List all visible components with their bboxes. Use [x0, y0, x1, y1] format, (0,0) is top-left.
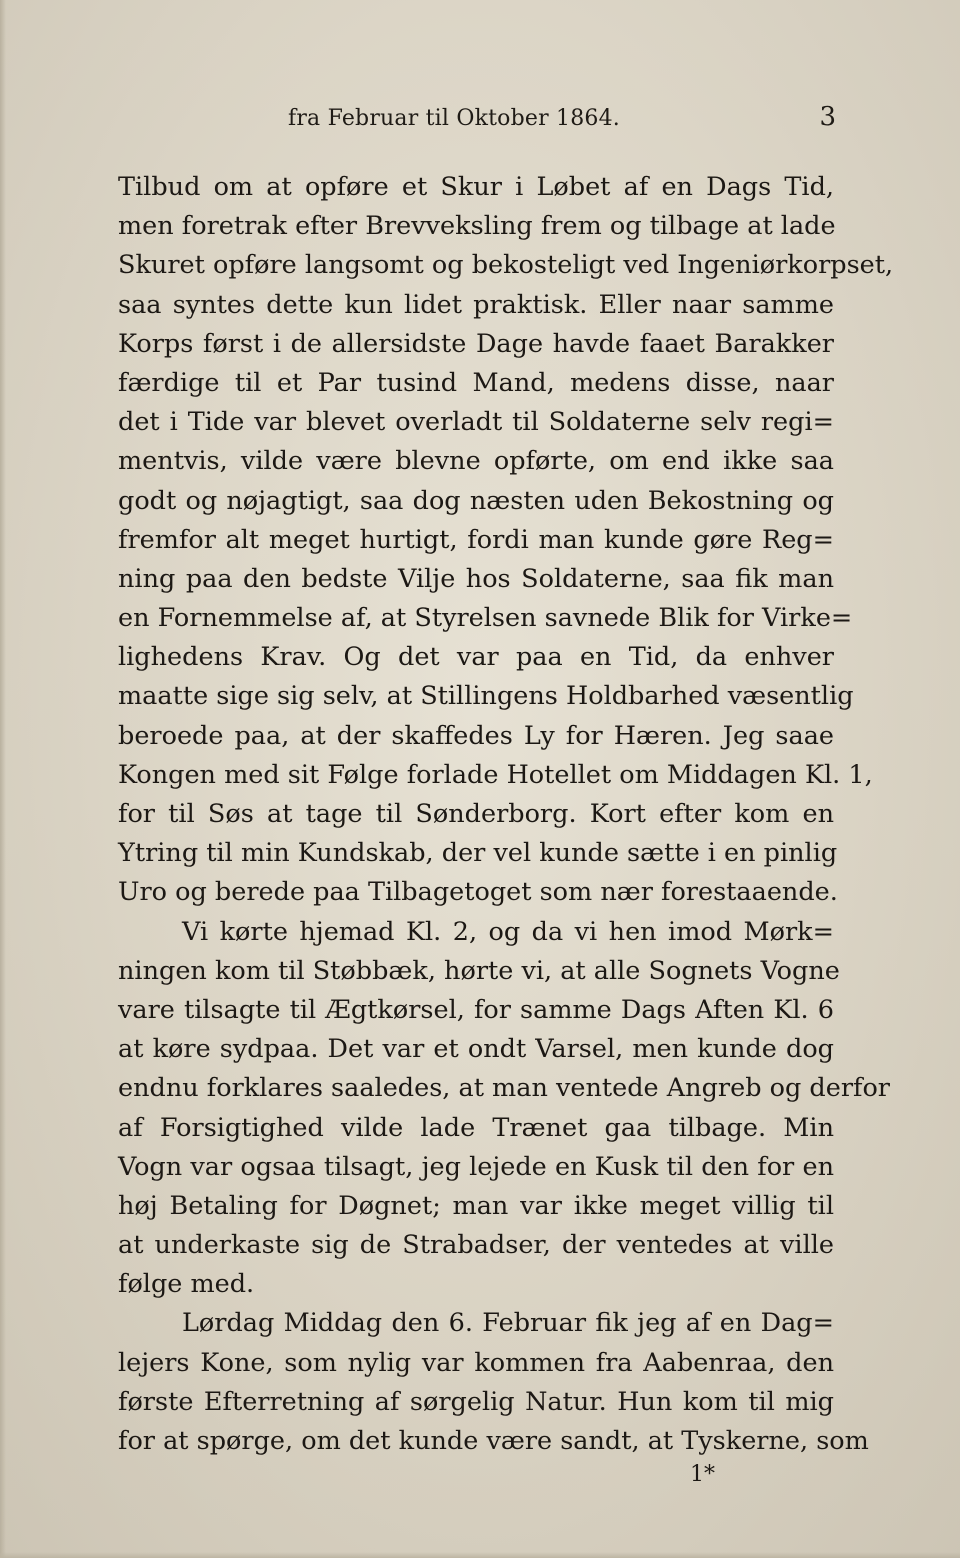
paragraph-1: [118, 168, 894, 913]
text-line: Ytring til min Kundskab, der vel kunde sætte i en pinlig: [118, 838, 838, 869]
text-line: Uro og berede paa Tilbagetoget som nær forestaaende.: [118, 877, 838, 908]
text-line: det i Tide var blevet overladt til Soldaterne selv regi=: [118, 407, 834, 438]
text-line: færdige til et Par tusind Mand, medens disse, naar: [118, 367, 834, 398]
text-line: Kongen med sit Følge forlade Hotellet om Middagen Kl. 1,: [118, 759, 873, 790]
text-line: følge med.: [118, 1269, 255, 1300]
text-line: endnu forklares saaledes, at man ventede Angreb og derfor: [118, 1073, 890, 1104]
text-line: Skuret opføre langsomt og bekosteligt ved Ingeniørkorpset,: [118, 250, 894, 281]
text-line: lighedens Krav. Og det var paa en Tid, da enhver: [118, 642, 834, 673]
body-text: [118, 168, 894, 1461]
text-line: at underkaste sig de Strabadser, der ventedes at ville: [118, 1230, 834, 1261]
running-title: fra Februar til Oktober 1864.: [288, 106, 620, 131]
signature-mark: 1*: [690, 1462, 715, 1487]
text-line: maatte sige sig selv, at Stillingens Holdbarhed væsentlig: [118, 681, 854, 712]
text-line: at køre sydpaa. Det var et ondt Varsel, men kunde dog: [118, 1034, 834, 1065]
text-line: høj Betaling for Døgnet; man var ikke meget villig til: [118, 1190, 834, 1221]
text-line: saa syntes dette kun lidet praktisk. Eller naar samme: [118, 289, 834, 320]
page-left-edge-shadow: [0, 0, 6, 1558]
page-bottom-edge-shadow: [0, 1552, 960, 1558]
paragraph-2: [118, 913, 890, 1305]
text-line: Lørdag Middag den 6. Februar fik jeg af en Dag=: [182, 1308, 834, 1339]
text-line: lejers Kone, som nylig var kommen fra Aabenraa, den: [118, 1347, 834, 1378]
text-line: en Fornemmelse af, at Styrelsen savnede Blik for Virke=: [118, 603, 853, 634]
text-line: Vi kørte hjemad Kl. 2, og da vi hen imod Mørk=: [182, 916, 834, 947]
text-line: vare tilsagte til Ægtkørsel, for samme Dags Aften Kl. 6: [118, 994, 834, 1025]
text-line: godt og nøjagtigt, saa dog næsten uden Bekostning og: [118, 485, 834, 516]
text-line: Tilbud om at opføre et Skur i Løbet af en Dags Tid,: [118, 172, 834, 202]
text-line: Korps først i de allersidste Dage havde faaet Barakker: [118, 328, 834, 359]
text-line: ning paa den bedste Vilje hos Soldaterne, saa fik man: [118, 563, 834, 594]
text-line: første Efterretning af sørgelig Natur. Hun kom til mig: [118, 1386, 834, 1417]
text-line: beroede paa, at der skaffedes Ly for Hæren. Jeg saae: [118, 720, 834, 751]
text-line: fremfor alt meget hurtigt, fordi man kunde gøre Reg=: [118, 524, 834, 555]
running-head: [118, 100, 836, 140]
text-line: Vogn var ogsaa tilsagt, jeg lejede en Kusk til den for en: [118, 1151, 834, 1182]
paragraph-3: [118, 1304, 869, 1461]
text-line: men foretrak efter Brevveksling frem og tilbage at lade: [118, 211, 836, 242]
page-number: 3: [819, 102, 836, 132]
text-line: for at spørge, om det kunde være sandt, at Tyskerne, som: [118, 1426, 869, 1456]
text-line: for til Søs at tage til Sønderborg. Kort efter kom en: [118, 799, 834, 829]
text-line: ningen kom til Støbbæk, hørte vi, at alle Sognets Vogne: [118, 955, 840, 986]
text-line: af Forsigtighed vilde lade Trænet gaa tilbage. Min: [118, 1112, 834, 1143]
text-line: mentvis, vilde være blevne opførte, om end ikke saa: [118, 446, 834, 477]
